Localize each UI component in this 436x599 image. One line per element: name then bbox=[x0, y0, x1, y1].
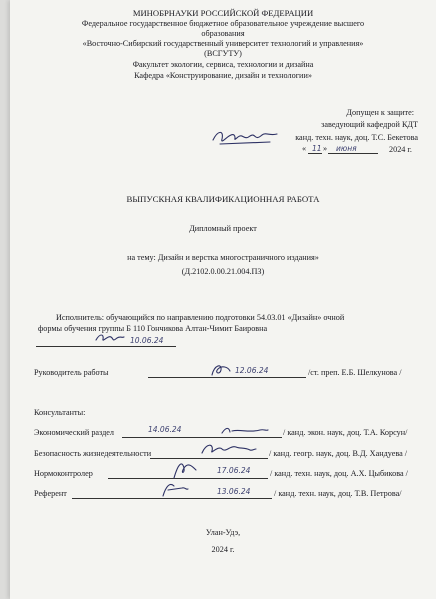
approval-date-month: июня bbox=[336, 144, 357, 153]
university-name: «Восточно-Сибирский государственный университет технологий и управления» bbox=[82, 39, 364, 48]
topic: на тему: Дизайн и верстка многостраничного издания» bbox=[127, 253, 319, 262]
consultant-signature bbox=[160, 480, 190, 498]
consultant-signature bbox=[200, 441, 258, 457]
executor-signature bbox=[94, 331, 126, 345]
consultant-date: 14.06.24 bbox=[148, 425, 182, 434]
consultant-name: / канд. техн. наук, доц. А.Х. Цыбикова / bbox=[270, 469, 408, 478]
project-type: Дипломный проект bbox=[189, 224, 257, 233]
consultant-line bbox=[122, 437, 282, 438]
approval-date-day: 11 bbox=[312, 144, 322, 153]
faculty-name: Факультет экологии, сервиса, технологии и дизайна bbox=[132, 60, 314, 69]
city: Улан-Удэ, bbox=[205, 528, 241, 537]
head-signature bbox=[210, 126, 280, 148]
executor-signature-line bbox=[36, 346, 176, 347]
consultant-name: / канд. геогр. наук, доц. В.Д. Хандуева / bbox=[269, 449, 408, 458]
executor-line-2: формы обучения группы Б 110 Гончикова Алтан-Чимит Баировна bbox=[38, 324, 268, 333]
approval-date-close: » bbox=[323, 144, 328, 153]
executor-date: 10.06.24 bbox=[130, 336, 164, 345]
work-type-title: ВЫПУСКНАЯ КВАЛИФИКАЦИОННАЯ РАБОТА bbox=[126, 194, 320, 204]
institution-line-1: Федеральное государственное бюджетное образовательное учреждение высшего bbox=[81, 19, 365, 28]
consultant-role: Безопасность жизнедеятельности bbox=[34, 449, 152, 458]
consultant-signature bbox=[220, 423, 270, 437]
admitted-label: Допущен к защите: bbox=[346, 108, 414, 117]
supervisor-date: 12.06.24 bbox=[235, 366, 269, 375]
consultants-heading: Консультанты: bbox=[34, 408, 86, 417]
department-name: Кафедра «Конструирование, дизайн и технологии» bbox=[134, 71, 312, 80]
ministry-heading: МИНОБРНАУКИ РОССИЙСКОЙ ФЕДЕРАЦИИ bbox=[132, 8, 314, 18]
university-abbr: (ВСГУТУ) bbox=[204, 49, 242, 58]
supervisor-label: Руководитель работы bbox=[34, 368, 109, 377]
consultant-name: / канд. техн. наук, доц. Т.В. Петрова/ bbox=[274, 489, 402, 498]
consultant-date: 17.06.24 bbox=[217, 466, 251, 475]
supervisor-signature bbox=[208, 361, 234, 379]
executor-line-1: Исполнитель: обучающийся по направлению подготовки 54.03.01 «Дизайн» очной bbox=[56, 313, 345, 322]
consultant-signature bbox=[170, 458, 200, 480]
head-name: канд. техн. наук, доц. Т.С. Бекетова bbox=[295, 133, 418, 142]
document-code: (Д.2102.0.00.21.004.ПЗ) bbox=[181, 267, 265, 276]
consultant-line bbox=[150, 458, 268, 459]
approval-month-underline bbox=[328, 153, 378, 154]
approval-year: 2024 г. bbox=[389, 145, 412, 154]
institution-line-2: образования bbox=[201, 29, 245, 38]
footer-year: 2024 г. bbox=[211, 545, 235, 554]
approval-day-underline bbox=[308, 153, 322, 154]
consultant-role: Экономический раздел bbox=[34, 428, 115, 437]
approval-date-open: « bbox=[302, 144, 307, 153]
consultant-date: 13.06.24 bbox=[217, 487, 251, 496]
consultant-name: / канд. экон. наук, доц. Т.А. Корсун/ bbox=[283, 428, 408, 437]
head-of-department: заведующий кафедрой КДТ bbox=[321, 120, 418, 129]
consultant-role: Нормоконтролер bbox=[34, 469, 93, 478]
title-page bbox=[10, 0, 436, 599]
consultant-role: Референт bbox=[34, 489, 67, 498]
supervisor-name: /ст. преп. Е.Б. Шелкунова / bbox=[308, 368, 402, 377]
consultant-line bbox=[72, 498, 272, 499]
